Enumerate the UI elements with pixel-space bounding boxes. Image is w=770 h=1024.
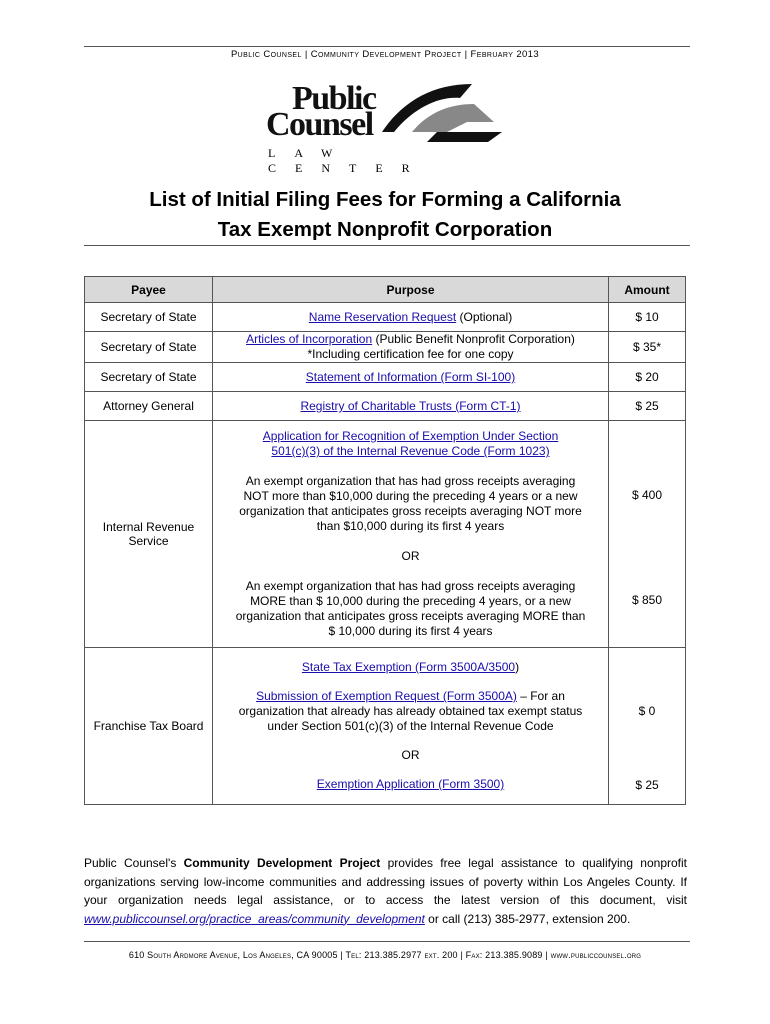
purpose-cell	[213, 332, 609, 363]
purpose-cell	[213, 363, 609, 392]
amount-cell: $ 35*	[609, 332, 686, 363]
footer-paragraph	[84, 854, 687, 928]
amount-not-more: $ 400	[631, 488, 663, 502]
amount-cell	[609, 648, 686, 805]
amount-submission: $ 0	[638, 704, 656, 718]
footer-rule	[84, 941, 690, 942]
amount-cell	[609, 421, 686, 648]
amount-cell: $ 20	[609, 363, 686, 392]
payee-cell: Secretary of State	[85, 303, 213, 332]
or-text: OR	[401, 748, 420, 762]
purpose-cell	[213, 392, 609, 421]
purpose-text: – For an organization that already has already obtained tax exempt status under Section 501(c)(3) of the Internal Revenue Code	[238, 689, 583, 733]
table-row	[85, 363, 686, 392]
table-row	[85, 303, 686, 332]
state-tax-exemption-link[interactable]: State Tax Exemption (Form 3500A/3500	[301, 660, 516, 674]
page-title	[84, 185, 686, 245]
exemption-application-link[interactable]: Exemption Application (Form 3500)	[316, 777, 505, 791]
purpose-text: )	[515, 660, 520, 674]
form-1023-link-line-1[interactable]: Application for Recognition of Exemption Under Section	[262, 429, 559, 443]
amount-cell: $ 10	[609, 303, 686, 332]
footer-text: provides free legal assistance to qualifying nonprofit organizations serving low-income communities and addressing issues of poverty within Los Angeles County. If your organization needs legal assistance, or to access the latest version of this document, visit	[84, 856, 688, 907]
purpose-cell	[213, 421, 609, 648]
document-header: Public Counsel | Community Development Project | February 2013	[230, 49, 540, 60]
purpose-cell	[213, 303, 609, 332]
amount-cell: $ 25	[609, 392, 686, 421]
purpose-cell	[213, 648, 609, 805]
table-row	[85, 648, 686, 805]
amount-more: $ 850	[631, 593, 663, 607]
gross-receipts-not-more-text: An exempt organization that has had gross receipts averaging NOT more than $10,000 during the preceding 4 years or a new organization that anticipates gross receipts averaging NOT more than $10,000 during its first 4 years	[239, 474, 582, 533]
purpose-note: *Including certification fee for one copy	[307, 347, 514, 361]
amount-exemption: $ 25	[635, 778, 659, 792]
logo-subtitle: LAW CENTER	[268, 146, 429, 175]
footer-project-name: Community Development Project	[183, 856, 381, 870]
table-row	[85, 421, 686, 648]
payee-cell: Attorney General	[85, 392, 213, 421]
website-link[interactable]: www.publiccounsel.org/practice_areas/community_development	[84, 911, 425, 926]
footer-text: or call (213) 385-2977, extension 200.	[424, 911, 631, 926]
logo-word-public: Public	[292, 80, 376, 117]
column-header-payee: Payee	[85, 277, 213, 303]
purpose-text: (Optional)	[456, 310, 513, 324]
payee-cell: Secretary of State	[85, 332, 213, 363]
registry-of-charitable-trusts-link[interactable]: Registry of Charitable Trusts (Form CT-1)	[300, 399, 521, 413]
title-line-1: List of Initial Filing Fees for Forming a California	[149, 188, 621, 211]
submission-of-exemption-request-link[interactable]: Submission of Exemption Request (Form 3500A)	[256, 689, 517, 703]
public-counsel-logo	[262, 74, 512, 175]
title-rule	[84, 245, 690, 246]
purpose-text: (Public Benefit Nonprofit Corporation)	[372, 332, 575, 346]
column-header-amount: Amount	[609, 277, 686, 303]
name-reservation-link[interactable]: Name Reservation Request	[308, 310, 457, 324]
payee-cell: Internal Revenue Service	[85, 421, 213, 648]
or-text: OR	[401, 549, 420, 563]
statement-of-information-link[interactable]: Statement of Information (Form SI-100)	[305, 370, 516, 384]
fees-table	[84, 276, 686, 805]
column-header-purpose: Purpose	[213, 277, 609, 303]
title-line-2: Tax Exempt Nonprofit Corporation	[217, 218, 553, 241]
form-1023-link-line-2[interactable]: 501(c)(3) of the Internal Revenue Code (Form 1023)	[271, 444, 550, 458]
header-rule	[84, 46, 690, 47]
table-row	[85, 392, 686, 421]
table-header-row	[85, 277, 686, 303]
payee-cell: Franchise Tax Board	[85, 648, 213, 805]
footer-text: Public Counsel's	[84, 856, 184, 870]
contact-footer: 610 South Ardmore Avenue, Los Angeles, CA 90005 | Tel: 213.385.2977 ext. 200 | Fax: 213.385.9089 | www.publiccounsel.org	[128, 950, 642, 960]
gross-receipts-more-text: An exempt organization that has had gross receipts averaging MORE than $ 10,000 during the preceding 4 years, or a new organization that anticipates gross receipts averaging MORE than $ 10,000 during its first 4 years	[235, 579, 586, 638]
articles-of-incorporation-link[interactable]: Articles of Incorporation	[246, 332, 373, 346]
payee-cell: Secretary of State	[85, 363, 213, 392]
table-row	[85, 332, 686, 363]
logo-word-counsel: Counsel	[266, 106, 373, 143]
